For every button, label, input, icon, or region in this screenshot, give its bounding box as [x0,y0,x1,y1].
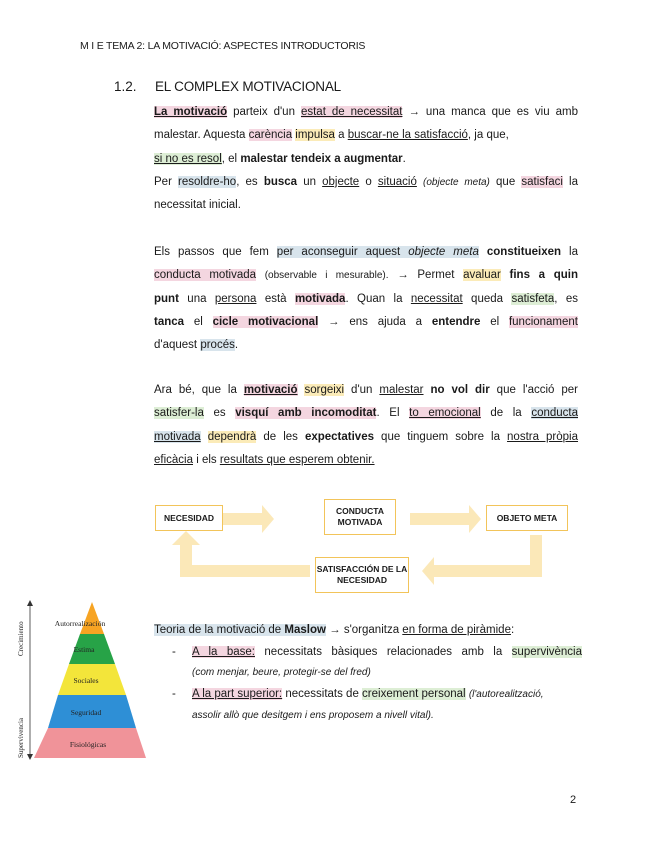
p3-line-2 [154,402,578,425]
text-span [201,431,208,443]
text-span: busca [263,175,298,188]
text-span: o [359,175,378,188]
text-span: i els [193,453,220,466]
text-span: de les [256,430,305,443]
text-span: carència [248,129,293,142]
text-span: resultats que esperem obtenir. [219,453,375,466]
bullet-base-sub: (com menjar, beure, protegir-se del fred) [192,667,371,678]
text-span: . El [376,407,410,420]
p1-line-1 [154,101,578,124]
text-span: d'un [344,384,380,396]
page-header: M I E TEMA 2: LA MOTIVACIÓ: ASPECTES INTRODUCTORIS [80,40,366,52]
p1-line-3 [154,148,578,171]
text-span: malestar tendeix a augmentar [240,152,403,165]
text-span: malestar [379,384,424,396]
text-span: constitueixen [486,246,562,258]
text-span: si no es resol [154,152,222,165]
text-span: impulsa [295,129,335,142]
pyramid-label-4: Seguridad [70,708,102,717]
p2-line-2 [154,264,578,287]
pyramid-side-bottom: Supervivencia [17,717,25,758]
text-span: d'aquest [154,339,201,352]
text-span: eficàcia [154,453,193,466]
text-span: estat de necessitat [300,106,403,118]
text-span: satisfer-la [154,407,204,420]
text-span: conducta [531,407,578,420]
text-span: procés [200,339,235,352]
p2-line-5 [154,334,578,357]
pyramid-label-2: Estima [73,645,95,654]
text-span: persona [214,292,257,305]
pyramid-label-5: Fisiológicas [69,740,107,749]
arrow-down-left [422,535,542,585]
bullet-top [172,683,582,726]
paragraph-1 [154,101,578,217]
text-span: . [234,339,239,352]
pyramid-svg [14,600,150,760]
text-span: motivada [154,430,201,443]
text-span: expectatives [304,430,374,443]
text-span: motivació [243,384,298,396]
text-span: punt [154,292,179,305]
axis-arrow-bottom [27,754,33,760]
bullet-top-line [192,683,582,706]
text-span: nostra pròpia [507,430,579,443]
p3-line-4 [154,449,578,472]
text-span: , ja que, [467,129,509,142]
text-span: de la [480,407,532,420]
text-span: A la base: [192,646,255,658]
bullet-top-sub: assolir allò que desitgem i ens proposem a nivell vital). [192,710,434,721]
section-title: EL COMPLEX MOTIVACIONAL [155,79,341,94]
text-span: , es [554,292,578,305]
diagram-box-conducta: CONDUCTA MOTIVADA [324,499,396,535]
text-span: conducta motivada [154,269,257,282]
text-span: Els passos que fem [154,246,277,258]
text-span: . [402,152,406,165]
text-span: , es [236,175,264,188]
maslow-pyramid [14,600,150,760]
p3-line-1 [154,379,578,402]
p2-line-1 [154,241,578,264]
text-span: (l'autorealització, [468,689,544,700]
text-span: la [561,246,578,258]
bullet-dash: - [172,646,176,658]
p1-line-5: necessitat inicial. [154,199,241,212]
text-span: A la part superior: [192,688,283,700]
text-span: objecte meta [408,246,479,258]
text-span: cicle motivacional [212,315,319,328]
text-span [501,269,510,281]
p1-line-2 [154,124,578,147]
text-span: buscar-ne la satisfacció [347,129,468,142]
p1-line-4 [154,171,578,194]
p2-line-3 [154,288,578,311]
text-span: situació [377,175,417,188]
text-span: que tinguem sobre la [374,430,508,443]
text-span: malestar. Aquesta [154,129,249,142]
text-span: → una manca que es viu amb [402,106,578,118]
maslow-bullets [172,641,582,726]
text-span: Ara bé, que la [154,384,244,396]
text-span: per aconseguir aquest [276,246,409,258]
text-span: una [178,292,215,305]
text-span: (observable i mesurable). [264,270,389,282]
bullet-base [172,641,582,683]
text-span: que [489,175,522,188]
text-span: parteix d'un [227,106,301,118]
diagram-box-objeto: OBJETO META [486,505,568,531]
pyramid-label-3: Sociales [73,676,99,685]
bullet-dash: - [172,688,176,700]
arrow-up-left [172,531,310,577]
text-span: un [297,175,323,188]
text-span: creixement personal [362,688,466,700]
text-span: resoldre-ho [178,175,237,188]
text-span: avaluar [463,269,501,282]
diagram-box-satisfaccion: SATISFACCIÓN DE LA NECESIDAD [315,557,409,593]
text-span: → Permet [388,269,464,282]
paragraph-3 [154,379,578,472]
text-span: necessitats bàsiques relacionades amb la [254,646,512,658]
text-span: La motivació [154,106,228,118]
text-span: sorgeixi [304,384,345,396]
pyramid-label-1: Autorrealización [54,619,106,628]
text-span [256,269,265,281]
axis-arrow-top [27,600,33,606]
arrow-right-2 [410,505,481,533]
section-number: 1.2. [114,79,137,94]
text-span: tanca [154,315,185,328]
text-span: el [184,315,213,328]
text-span: → ens ajuda a [318,315,432,328]
text-span: el [480,315,509,328]
text-span: (objecte meta) [423,176,490,188]
text-span: supervivència [511,646,582,658]
arrow-right-1 [223,505,274,533]
text-span: que l'acció per [489,384,578,396]
text-span: satisfeta [511,292,555,305]
text-span: funcionament [508,315,578,328]
diagram-box-necesidad: NECESIDAD [155,505,223,531]
text-span: to emocional [409,407,481,420]
text-span: es [203,407,236,420]
text-span: satisfaci [521,175,563,188]
text-span: queda [462,292,512,305]
p3-line-3 [154,426,578,449]
pyramid-level-1 [80,602,104,634]
pyramid-side-top: Crecimiento [17,621,25,656]
text-span: → s'organitza [325,624,403,636]
bullet-base-line [192,641,582,663]
maslow-intro [154,619,584,642]
text-span: motivada [294,292,346,305]
text-span: entendre [431,315,481,328]
text-span: a [334,129,348,142]
text-span: : [510,624,515,636]
text-span: . Quan la [345,292,411,305]
text-span: Maslow [284,624,326,636]
text-span [479,246,487,258]
text-span: Teoria de la motivació de [154,624,285,636]
page-number: 2 [570,794,577,806]
text-span: fins a quin [509,269,578,282]
text-span: visquí amb incomoditat [235,407,377,420]
text-span: està [256,292,295,305]
p2-line-4 [154,311,578,334]
text-span: , el [221,152,241,165]
text-span: necessitats de [282,688,363,700]
text-span: necessitat [410,292,463,305]
text-span: objecte [322,175,360,188]
text-span: en forma de piràmide [402,624,511,636]
text-span: la [562,175,578,188]
paragraph-2 [154,241,578,357]
text-span: dependrà [207,430,257,443]
text-span: no vol dir [430,384,490,396]
text-span: Per [154,175,179,188]
